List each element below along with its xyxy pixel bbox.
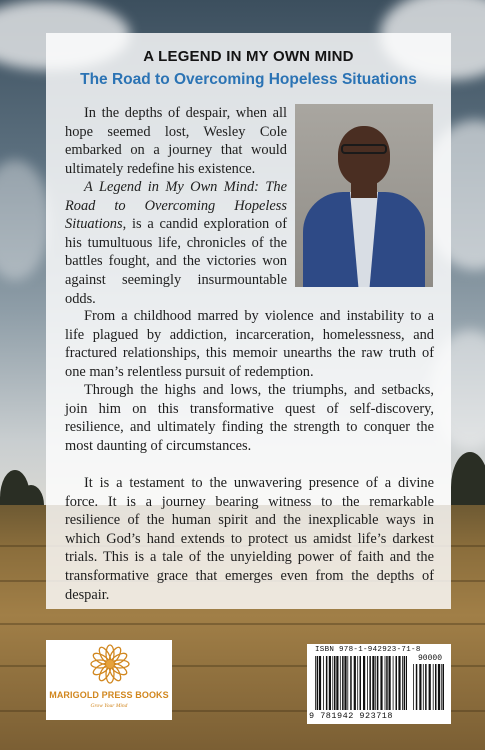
publisher-logo [46,640,172,720]
barcode-bar [398,656,400,710]
barcode-bar [354,656,356,710]
barcode-bar [386,656,388,710]
author-photo [295,104,433,287]
barcode-bar [443,664,445,710]
barcode-bar [326,656,328,710]
barcode-bar [342,656,344,710]
barcode-bar [438,664,440,710]
ean-barcode-bars [315,656,407,710]
barcode-bar [423,664,424,710]
isbn-barcode [307,644,451,724]
book-title: A LEGEND IN MY OWN MIND [143,48,354,65]
ean-number: 9 781942 923718 [309,711,394,721]
barcode-bar [380,656,382,710]
barcode-bar [369,656,371,710]
barcode-bar [334,656,336,710]
barcode-bar [441,664,442,710]
barcode-bar [375,656,376,710]
barcode-bar [393,656,394,710]
barcode-bar [396,656,398,710]
blurb-paragraph-2-rest: , is a candid exploration of his tumultuous life, chronicles of the battles fought, and the victories won against seemingly insurmountable odds. [65,216,287,307]
barcode-bar [347,656,348,710]
book-title-italic: A Legend in My Own Mind: The Road to Overcoming Hopeless Situations [65,179,287,233]
barcode-bar [315,656,316,710]
barcode-bar [435,664,437,710]
publisher-name: MARIGOLD PRESS BOOKS [49,690,169,700]
barcode-bar [404,656,406,710]
barcode-bar [377,656,379,710]
addon-barcode-bars [413,664,447,710]
publisher-tagline: Grow Your Mind [90,703,128,709]
blurb-paragraph-1: In the depths of despair, when all hope seemed lost, Wesley Cole embarked on a journey that would ultimately redefine his existence. [65,105,287,177]
barcode-bar [419,664,421,710]
barcode-bar [363,656,365,710]
barcode-bar [329,656,331,710]
barcode-bar [350,656,352,710]
barcode-bar [389,656,391,710]
barcode-bar [416,664,418,710]
isbn-label: ISBN 978-1-942923-71-8 [315,646,421,654]
marigold-flower-icon [90,644,130,684]
barcode-bar [372,656,374,710]
barcode-bar [429,664,431,710]
barcode-bar [323,656,324,710]
blurb-paragraph-4: Through the highs and lows, the triumphs, and setbacks, join him on this transformative quest of self-discovery, resilience, and ultimately finding the strength to conquer the most daunting of circumstances. [65,382,434,454]
barcode-bar [402,656,403,710]
barcode-bar [406,656,407,710]
blurb-paragraph-3: From a childhood marred by violence and instability to a life plagued by addiction, incarceration, homelessness, and fractured relationships, this memoir unearths the raw truth of one man’s relentless pursuit of redemption. [65,308,434,380]
blurb-paragraph-5: It is a testament to the unwavering presence of a divine force. It is a journey bearing witness to the remarkable resilience of the human spirit and the inexplicable ways in which God’s hand extends to protect us amidst life’s darkest trials. This is a tale of the unyielding power of faith and the transformative grace that emerges even from the depths of despair. [65,475,434,603]
barcode-bar [360,656,362,710]
barcode-bar [319,656,321,710]
barcode-bar [367,656,368,710]
barcode-bar [357,656,358,710]
blurb-paragraph-2 [65,178,287,308]
barcode-bar [433,664,434,710]
barcode-bar [336,656,338,710]
barcode-bar [413,664,414,710]
book-subtitle: The Road to Overcoming Hopeless Situations [80,71,417,88]
barcode-bar [344,656,346,710]
barcode-bar [385,656,386,710]
barcode-bar [332,656,333,710]
barcode-bar [425,664,427,710]
barcode-bar [317,656,319,710]
barcode-addon-number: 90000 [417,654,442,663]
barcode-bar [340,656,341,710]
